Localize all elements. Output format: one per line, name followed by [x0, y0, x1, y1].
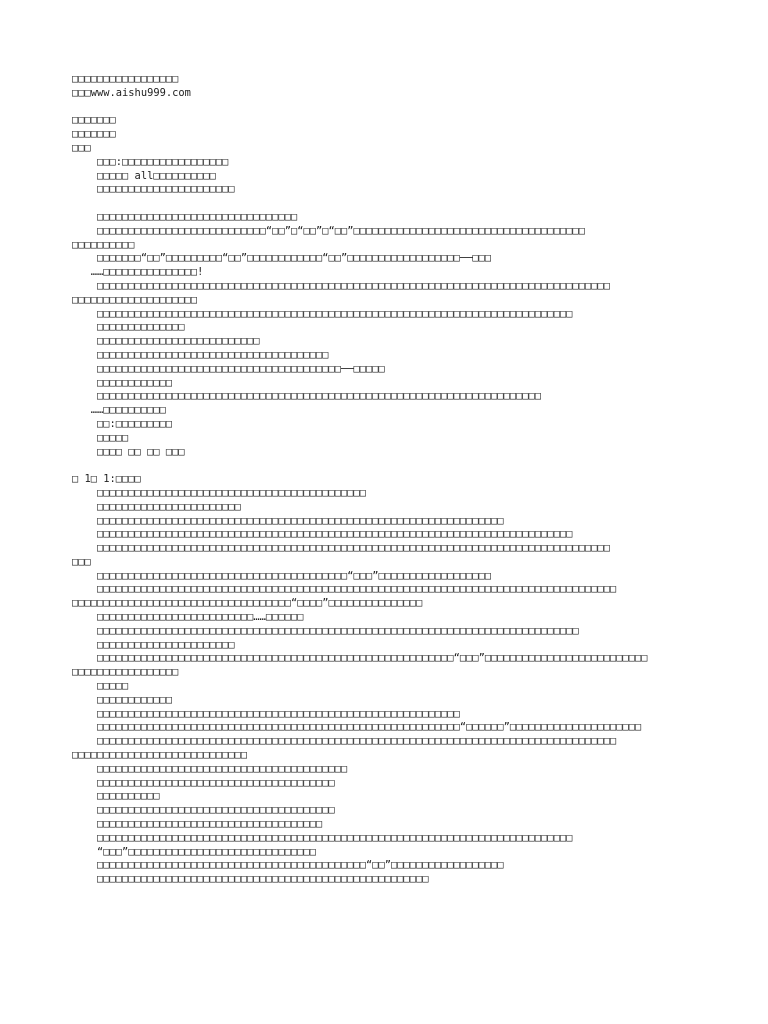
info-line — [72, 197, 702, 211]
text-line: □□□□□□□□□□□□□□□□□□□□□□□□□□□□□□□□□□□□□□□□□□□□□□□□□□□□□□□□□□□□□□□□□□□□□□□□□□□□□ — [72, 624, 579, 637]
text-line: “□□□”□□□□□□□□□□□□□□□□□□□□□□□□□□□□□□ — [72, 845, 316, 858]
chapter-title: □ 1□ 1:□□□□ — [72, 473, 141, 486]
spacer — [72, 101, 702, 115]
info-line: □□□□□□□□□□□□□□□□□□□□□□□□□□□□□□□□□□□□□□□──□□□□□ — [72, 362, 385, 375]
text-line: □□□□□□□□□□□□□□□□□□□□□□□□□□□□□□□□□□□□□□□□□□□□□□□□□□□□□ — [72, 873, 429, 886]
info-line: □□□ — [72, 141, 91, 154]
info-line: □□□□□□□□□□□□□□□□□□□□□□□□□□ — [72, 335, 260, 348]
info-line: □□□□□□□□□□□□ — [72, 376, 173, 389]
text-line: □□□□□□□□□□□□□□□□□ — [72, 666, 179, 679]
info-line: □□□□□□□□□□□□□□□□□□□□ — [72, 293, 198, 306]
chapter-body — [72, 487, 702, 887]
info-line: □□□□□□□□□□□□□□□□□□□□□□□□□□□□□□□□□□□□□ — [72, 348, 329, 361]
info-line: □□□□□□□“□□”□□□□□□□□□“□□”□□□□□□□□□□□□“□□”□□□□□□□□□□□□□□□□□□──□□□ — [72, 252, 492, 265]
info-line: ……□□□□□□□□□□ — [72, 404, 166, 417]
info-line: □□□□□□□□□□□□□□□□□□□□□□□□□□□□□□□□□□□□□□□□□□□□□□□□□□□□□□□□□□□□□□□□□□□□□□□□□□□□ — [72, 307, 573, 320]
text-line: □□□□□□□□□□□□□□□□□□□□□□□□□□□□□□□□□□□□□□□□□□□□□□□□□□□□□□□□□□□□□□□□□□□□□□□□□□□□□□□□□□ — [72, 542, 610, 555]
text-line: □□□□□□□□□□□□□□□□□□□□□□□□□□□□□□□□□□□□□□□□“□□□”□□□□□□□□□□□□□□□□□□ — [72, 569, 492, 582]
text-line: □□□□□□□□□□□□ — [72, 693, 173, 706]
document-page — [72, 73, 702, 887]
text-line: □□□□□□□□□□□□□□□□□□□□□□□□□□□□ — [72, 749, 248, 762]
text-line: □□□□□□□□□□□□□□□□□□□□□□□□□□□□□□□□□□□□□□□□□□□□□□□□□□□□□□□□□□ — [72, 707, 460, 720]
text-line: □□□□□□□□□□□□□□□□□□□□□□□□□□□□□□□□□□□□□□ — [72, 804, 335, 817]
text-line: □□□□□□□□□□□□□□□□□□□□□□ — [72, 638, 235, 651]
info-line: □□□□□□□□□□□□□□□□□□□□□□□□□□□□□□□□ — [72, 210, 298, 223]
info-line: □□□□□□□□□□□□□□□□□□□□□□ — [72, 183, 235, 196]
info-line: □□:□□□□□□□□□ — [72, 417, 173, 430]
info-line: □□□:□□□□□□□□□□□□□□□□□ — [72, 155, 229, 168]
spacer — [72, 459, 702, 473]
info-line: □□□□ □□ □□ □□□ — [72, 445, 185, 458]
text-line: □□□□□□□□□□□□□□□□□□□□□□□□□□□□□□□□□□□□□□□□□□□□□□□□□□□□□□□□□□□□□□□□□□□□□□□□□□□□ — [72, 831, 573, 844]
text-line: □□□□□□□□□□□□□□□□□□□□□□□□□□□□□□□□□□□□□□□□□□□□□□□□□□□□□□□□□□□□□□□□□□□□□□□□□□□□ — [72, 528, 573, 541]
info-line: □□□□□□□□□□ — [72, 238, 135, 251]
info-line: □□□□□□□□□□□□□□□□□□□□□□□□□□□□□□□□□□□□□□□□□□□□□□□□□□□□□□□□□□□□□□□□□□□□□□□ — [72, 390, 542, 403]
info-line: □□□□□□□□□□□□□□□□□□□□□□□□□□□□□□□□□□□□□□□□□□□□□□□□□□□□□□□□□□□□□□□□□□□□□□□□□□□□□□□□□□ — [72, 279, 610, 292]
text-line: □□□□□□□□□□□□□□□□□□□□□□□□□□□□□□□□□□□□□□□□ — [72, 762, 348, 775]
text-line: □□□□□□□□□□□□□□□□□□□□□□□□□□□□□□□□□□□□□□□□□□□□□□□□□□□□□□□□□□□□□□□□□□□□□□□□□□□□□□□□□□□ — [72, 583, 617, 596]
info-line: □□□□□ all□□□□□□□□□□ — [72, 169, 216, 182]
header-line: □□□□□□□□□□□□□□□□□ — [72, 73, 179, 85]
info-line: ……□□□□□□□□□□□□□□□! — [72, 266, 204, 279]
text-line: □□□□□□□□□□□□□□□□□□□□□□□□□□□□□□□□□□□□□□□□□□□□□□□□□□□□□□□□□□□□□□□□□□□□□□□□□□□□□□□□□□□ — [72, 735, 617, 748]
text-line: □□□□□□□□□□□□□□□□□□□□□□□ — [72, 500, 241, 513]
text-line: □□□□□□□□□□□□□□□□□□□□□□□□□□□□□□□□□□□□□□ — [72, 776, 335, 789]
info-line: □□□□□□□□□□□□□□□□□□□□□□□□□□□“□□”□“□□”□“□□”□□□□□□□□□□□□□□□□□□□□□□□□□□□□□□□□□□□□□ — [72, 224, 585, 237]
source-url-line: □□□www.aishu999.com — [72, 86, 191, 99]
info-line: □□□□□□□□□□□□□□ — [72, 321, 185, 334]
text-line: □□□□□□□□□□□□□□□□□□□□□□□□□……□□□□□□ — [72, 611, 304, 624]
text-line: □□□□□□□□□□□□□□□□□□□□□□□□□□□□□□□□□□□□□□□□□□□□□□□□□□□□□□□□□□“□□□□□□”□□□□□□□□□□□□□□□□□□□□□ — [72, 721, 642, 734]
info-line: □□□□□ — [72, 431, 129, 444]
info-line: □□□□□□□ — [72, 128, 116, 141]
text-line: □□□□□□□□□□□□□□□□□□□□□□□□□□□□□□□□□□□□□□□□□□□□□□□□□□□□□□□□□“□□□”□□□□□□□□□□□□□□□□□□□□□□□□□□ — [72, 652, 648, 665]
info-line: □□□□□□□ — [72, 114, 116, 127]
text-line: □□□□□□□□□□ — [72, 790, 160, 803]
book-info-block — [72, 114, 702, 459]
text-line: □□□□□□□□□□□□□□□□□□□□□□□□□□□□□□□□□□□□□□□□□□□“□□”□□□□□□□□□□□□□□□□□□ — [72, 859, 504, 872]
text-line: □□□ — [72, 555, 91, 568]
text-line: □□□□□□□□□□□□□□□□□□□□□□□□□□□□□□□□□□□□ — [72, 818, 323, 831]
text-line: □□□□□□□□□□□□□□□□□□□□□□□□□□□□□□□□□□□□□□□□□□□□□□□□□□□□□□□□□□□□□□□□□ — [72, 514, 504, 527]
text-line: □□□□□□□□□□□□□□□□□□□□□□□□□□□□□□□□□□□□□□□□□□□ — [72, 486, 367, 499]
text-line: □□□□□□□□□□□□□□□□□□□□□□□□□□□□□□□□□□□“□□□□”□□□□□□□□□□□□□□□ — [72, 597, 423, 610]
text-line: □□□□□ — [72, 680, 129, 693]
